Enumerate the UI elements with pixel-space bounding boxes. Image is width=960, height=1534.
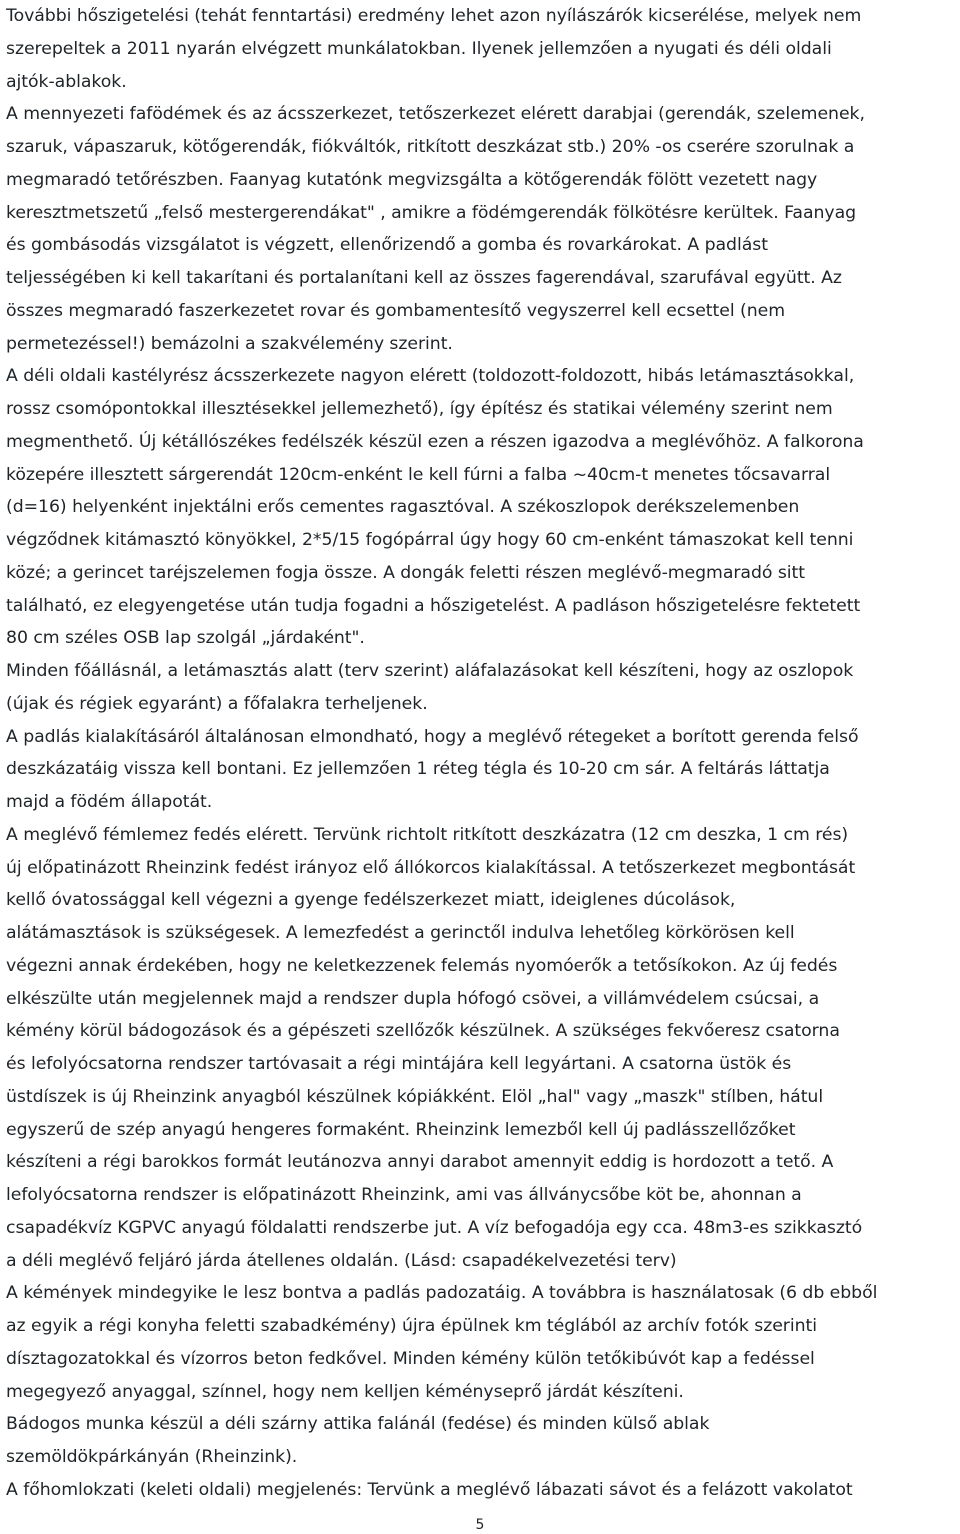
text-line: üstdíszek is új Rheinzink anyagból készülnek kópiákként. Elöl „hal" vagy „maszk" stílben, hátul — [6, 1086, 824, 1107]
text-line: elkészülte után megjelennek majd a rendszer dupla hófogó csövei, a villámvédelem csúcsai, a — [6, 988, 820, 1009]
text-line: A mennyezeti fafödémek és az ácsszerkezet, tetőszerkezet elérett darabjai (gerendák, szelemenek, — [6, 104, 865, 125]
text-line: végződnek kitámasztó könyökkel, 2*5/15 fogópárral úgy hogy 60 cm-enként támaszokat kell tenni — [6, 530, 854, 550]
text-line: ajtók-ablakok. — [6, 71, 127, 92]
text-line: megmaradó tetőrészben. Faanyag kutatónk megvizsgálta a kötőgerendák fölött vezetett nagy — [6, 169, 818, 190]
text-line: A főhomlokzati (keleti oldali) megjelenés: Tervünk a meglévő lábazati sávot és a felázott vakolatot — [6, 1479, 853, 1500]
text-line: deszkázatáig vissza kell bontani. Ez jellemzően 1 réteg tégla és 10-20 cm sár. A feltárás láttatja — [6, 759, 830, 780]
text-line: teljességében ki kell takarítani és portalanítani kell az összes fagerendával, szarufával együtt. Az — [6, 268, 842, 288]
text-line: egyszerű de szép anyagú hengeres formaként. Rheinzink lemezből kell új padlásszellőzőket — [6, 1119, 796, 1140]
text-line: készíteni a régi barokkos formát leutánozva annyi darabot amennyit eddig is hordozott a tető. A — [6, 1152, 834, 1173]
text-line: szerepeltek a 2011 nyarán elvégzett munkálatokban. Ilyenek jellemzően a nyugati és déli oldali — [6, 38, 832, 59]
text-line: keresztmetszetű „felső mestergerendákat" , amikre a födémgerendák fölkötésre kerültek. Faanyag — [6, 202, 857, 223]
text-line: majd a födém állapotát. — [6, 792, 213, 812]
text-line: összes megmaradó faszerkezetet rovar és gombamentesítő vegyszerrel kell ecsettel (nem — [6, 300, 786, 321]
text-line: csapadékvíz KGPVC anyagú földalatti rendszerbe jut. A víz befogadója egy cca. 48m3-es szikkasztó — [6, 1217, 863, 1238]
text-line: kellő óvatossággal kell végezni a gyenge fedélszerkezet miatt, ideiglenes dúcolások, — [6, 890, 736, 911]
text-line: a déli meglévő feljáró járda átellenes oldalán. (Lásd: csapadékelvezetési terv) — [6, 1250, 677, 1271]
text-line: alátámasztások is szükségesek. A lemezfedést a gerinctől indulva lehetőleg körkörösen kell — [6, 923, 795, 943]
text-line: és lefolyócsatorna rendszer tartóvasait a régi mintájára kell legyártani. A csatorna üstök és — [6, 1054, 792, 1074]
text-line: lefolyócsatorna rendszer is előpatinázott Rheinzink, ami vas állványcsőbe köt be, ahonnan a — [6, 1185, 802, 1205]
text-line: A déli oldali kastélyrész ácsszerkezete nagyon elérett (toldozott-foldozott, hibás letámasztásokkal, — [6, 366, 855, 387]
text-line: szemöldökpárkányán (Rheinzink). — [6, 1447, 298, 1467]
text-line: A padlás kialakításáról általánosan elmondható, hogy a meglévő rétegeket a borított gerenda felső — [6, 726, 859, 747]
text-line: dísztagozatokkal és vízorros beton fedkővel. Minden kémény külön tetőkibúvót kap a fedéssel — [6, 1348, 815, 1369]
text-line: (újak és régiek egyaránt) a főfalakra terheljenek. — [6, 693, 428, 714]
text-line: végezni annak érdekében, hogy ne keletkezzenek felemás nyomóerők a tetősíkokon. Az új fedés — [6, 955, 838, 976]
text-line: A kémények mindegyike le lesz bontva a padlás padozatáig. A továbbra is használatosak (6 db ebből — [6, 1283, 878, 1304]
text-line: új előpatinázott Rheinzink fedést irányoz elő állókorcos kialakítással. A tetőszerkezet megbontását — [6, 857, 856, 878]
text-line: Bádogos munka készül a déli szárny attika falánál (fedése) és minden külső ablak — [6, 1414, 710, 1435]
text-line: közé; a gerincet taréjszelemen fogja össze. A dongák feletti részen meglévő-megmaradó sitt — [6, 562, 806, 583]
text-line: permetezéssel!) bemázolni a szakvélemény szerint. — [6, 333, 453, 354]
document-body-text — [6, 0, 956, 1507]
text-line: További hőszigetelési (tehát fenntartási) eredmény lehet azon nyílászárók kicserélése, melyek nem — [6, 6, 862, 26]
text-line: szaruk, vápaszaruk, kötőgerendák, fiókváltók, ritkított deszkázat stb.) 20% -os cserére szorulnak a — [6, 137, 855, 157]
text-line: az egyik a régi konyha feletti szabadkémény) újra épülnek km téglából az archív fotók szerinti — [6, 1316, 817, 1336]
text-line: Minden főállásnál, a letámasztás alatt (terv szerint) aláfalazásokat kell készíteni, hogy az oszlopok — [6, 661, 854, 681]
text-line: megmenthető. Új kétállószékes fedélszék készül ezen a részen igazodva a meglévőhöz. A falkorona — [6, 431, 864, 452]
text-line: és gombásodás vizsgálatot is végzett, ellenőrizendő a gomba és rovarkárokat. A padlást — [6, 235, 768, 256]
text-line: A meglévő fémlemez fedés elérett. Tervünk richtolt ritkított deszkázatra (12 cm deszka, 1 cm rés) — [6, 824, 849, 845]
page-number: 5 — [475, 1517, 485, 1533]
text-line: 80 cm széles OSB lap szolgál „járdaként". — [6, 628, 365, 649]
text-line: rossz csomópontokkal illesztésekkel jellemezhető), így építész és statikai vélemény szerint nem — [6, 399, 833, 419]
text-line: (d=16) helyenként injektálni erős cementes ragasztóval. A székoszlopok derékszelemenben — [6, 497, 800, 518]
text-line: megegyező anyaggal, színnel, hogy nem kelljen kéményseprő járdát készíteni. — [6, 1381, 684, 1402]
text-line: kémény körül bádogozások és a gépészeti szellőzők készülnek. A szükséges fekvőeresz csatorna — [6, 1021, 840, 1042]
text-line: közepére illesztett sárgerendát 120cm-enként le kell fúrni a falba ~40cm-t menetes tőcsavarral — [6, 464, 831, 485]
text-line: található, ez elegyengetése után tudja fogadni a hőszigetelést. A padláson hőszigetelésre fektetett — [6, 595, 861, 616]
